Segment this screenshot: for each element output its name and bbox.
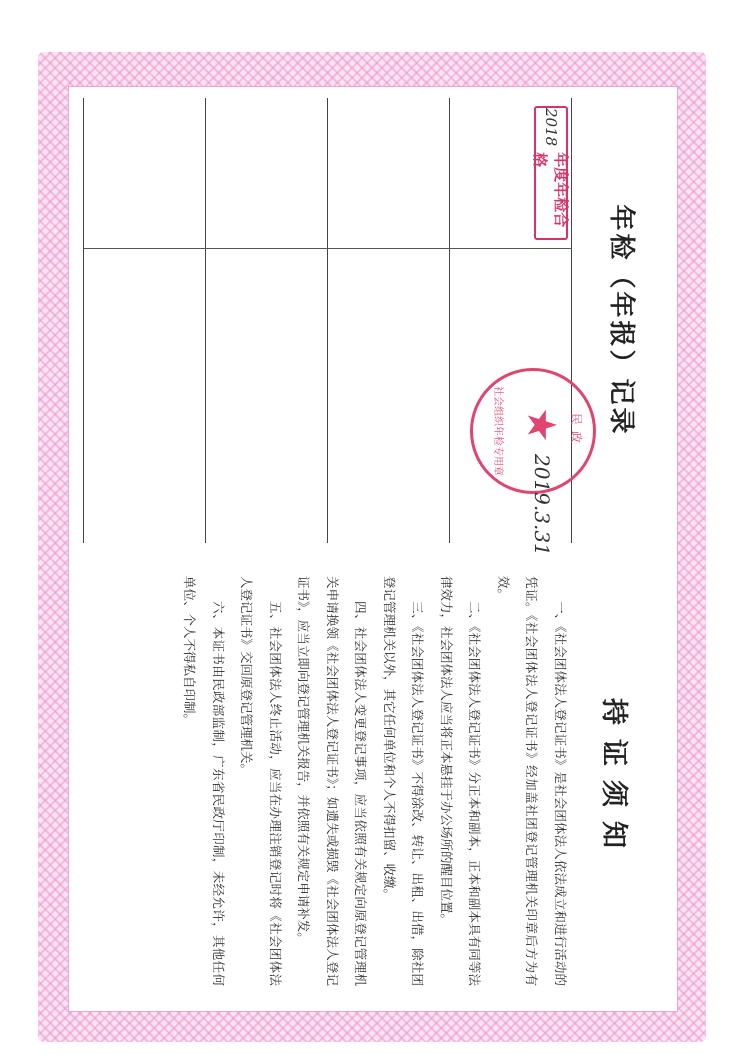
notice-paragraph: 五、社会团体法人终止活动，应当在办理注销登记时将《社会团体法人登记证书》交回原登记管理机关。 [239,576,283,986]
notice-paragraph: 二、《社会团体法人登记证书》分正本和副本，正本和副本具有同等法律效力，社会团体法人应当将正本悬挂于办公场所的醒目位置。 [439,576,483,986]
notice-paragraph: 一、《社会团体法人登记证书》是社会团体法人依法成立和进行活动的凭证。《社会团体法人登记证书》经加盖社团登记管理机关印章后方为有效。 [496,576,568,986]
record-title: 年检（年报）记录 [606,204,636,437]
rotated-content [72,90,672,1006]
notice-body [175,576,574,986]
inspection-passed-stamp [531,106,570,240]
notice-paragraph: 六、本证书由民政部监制，广东省民政厅印制，未经允许，其他任何单位、个人不得私自印制。 [182,576,226,986]
notice-paragraph: 三、《社会团体法人登记证书》不得涂改、转让、出租、出借，除社团登记管理机关以外，其它任何单位和个人不得扣留、收缴。 [382,576,426,986]
seal-name-text: 社会组织年检专用章 [492,386,503,476]
certificate-page [72,90,672,1006]
notice-paragraph: 四、社会团体法人变更登记事项，应当依照有关规定向原登记管理机关申请换领《社会团体法人登记证书》；如遗失或损毁《社会团体法人登记证书》，应当立即向登记管理机关报告，并依照有关规定申请补发。 [296,576,369,986]
handwritten-date: 2019.3.31 [530,454,554,556]
notice-title: 持证须知 [598,698,629,862]
seal-star-icon: ★ [518,407,564,443]
holder-notice [72,560,672,1000]
stamp-year: 2018 [542,108,560,147]
stamp-text: 年度年检合格 [531,152,570,228]
annual-inspection-record [72,98,672,556]
seal-top-text: 民政 [569,412,583,449]
record-column-divider [84,248,572,249]
